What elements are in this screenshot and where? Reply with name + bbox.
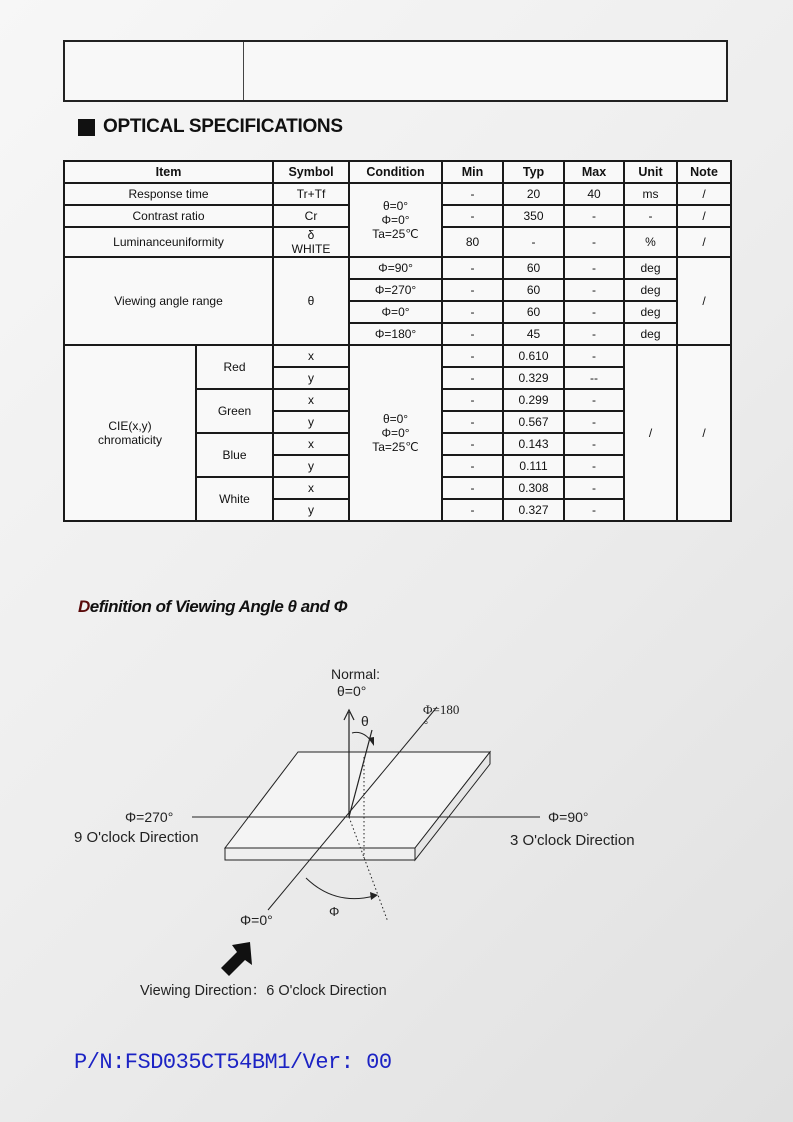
typ-cell: 0.567	[503, 411, 564, 433]
header-note: Note	[677, 161, 731, 183]
condition-cell: Φ=180°	[349, 323, 442, 345]
phi-label: Φ	[329, 904, 340, 919]
color-cell: Blue	[196, 433, 273, 477]
panel-front	[225, 848, 415, 860]
unit-cell: deg	[624, 279, 677, 301]
typ-cell: 0.327	[503, 499, 564, 521]
viewing-direction-arrow-icon	[221, 942, 252, 976]
header-box	[63, 40, 728, 102]
condition-cell: Φ=270°	[349, 279, 442, 301]
phi-90-label: Φ=90°	[548, 809, 589, 825]
max-cell: -	[564, 455, 624, 477]
symbol-cell: x	[273, 477, 349, 499]
table-header-row	[64, 161, 731, 183]
typ-cell: 0.308	[503, 477, 564, 499]
viewing-direction-label: Viewing Direction：6 O'clock Direction	[140, 983, 387, 999]
typ-cell: 0.143	[503, 433, 564, 455]
phi-180-degree: °	[424, 720, 428, 731]
panel-top	[225, 752, 490, 848]
header-min: Min	[442, 161, 503, 183]
color-cell: Red	[196, 345, 273, 389]
unit-cell: deg	[624, 257, 677, 279]
max-cell: -	[564, 227, 624, 257]
part-number: P/N:FSD035CT54BM1/Ver: 00	[74, 1050, 392, 1075]
condition-cell: Φ=90°	[349, 257, 442, 279]
phi-arc	[306, 878, 374, 899]
typ-cell: 350	[503, 205, 564, 227]
min-cell: -	[442, 499, 503, 521]
max-cell: -	[564, 499, 624, 521]
symbol-cell: θ	[273, 257, 349, 345]
max-cell: -	[564, 323, 624, 345]
min-cell: -	[442, 279, 503, 301]
table-row	[64, 345, 731, 367]
max-cell: -	[564, 257, 624, 279]
min-cell: -	[442, 345, 503, 367]
typ-cell: 60	[503, 279, 564, 301]
typ-cell: 0.329	[503, 367, 564, 389]
definition-title-initial: D	[78, 597, 90, 616]
section-heading	[78, 116, 343, 138]
optical-spec-table	[63, 160, 732, 522]
header-max: Max	[564, 161, 624, 183]
symbol-cell: y	[273, 499, 349, 521]
typ-cell: 0.299	[503, 389, 564, 411]
theta-label: θ	[361, 713, 369, 729]
unit-cell: ms	[624, 183, 677, 205]
typ-cell: 0.610	[503, 345, 564, 367]
unit-cell: /	[624, 345, 677, 521]
symbol-cell: Cr	[273, 205, 349, 227]
symbol-cell: x	[273, 433, 349, 455]
min-cell: -	[442, 367, 503, 389]
min-cell: 80	[442, 227, 503, 257]
header-divider	[243, 42, 244, 100]
symbol-cell: y	[273, 455, 349, 477]
nine-oclock-label: 9 O'clock Direction	[74, 829, 199, 846]
header-typ: Typ	[503, 161, 564, 183]
viewing-angle-diagram	[0, 640, 793, 1020]
typ-cell: 45	[503, 323, 564, 345]
max-cell: -	[564, 345, 624, 367]
min-cell: -	[442, 389, 503, 411]
symbol-cell: δ WHITE	[273, 227, 349, 257]
definition-title	[78, 597, 347, 617]
phi-0-label: Φ=0°	[240, 912, 273, 928]
symbol-cell: Tr+Tf	[273, 183, 349, 205]
unit-cell: -	[624, 205, 677, 227]
unit-cell: deg	[624, 301, 677, 323]
min-cell: -	[442, 411, 503, 433]
min-cell: -	[442, 257, 503, 279]
header-condition: Condition	[349, 161, 442, 183]
max-cell: -	[564, 477, 624, 499]
min-cell: -	[442, 183, 503, 205]
table-row	[64, 183, 731, 205]
unit-cell: %	[624, 227, 677, 257]
table-row	[64, 257, 731, 279]
typ-cell: 60	[503, 257, 564, 279]
item-cell: CIE(x,y) chromaticity	[64, 345, 196, 521]
definition-title-rest: efinition of Viewing Angle θ and Φ	[89, 597, 348, 616]
note-cell: /	[677, 257, 731, 345]
header-item: Item	[64, 161, 273, 183]
min-cell: -	[442, 455, 503, 477]
symbol-cell: x	[273, 345, 349, 367]
max-cell: -	[564, 301, 624, 323]
header-symbol: Symbol	[273, 161, 349, 183]
max-cell: -	[564, 279, 624, 301]
color-cell: Green	[196, 389, 273, 433]
item-cell: Luminanceuniformity	[64, 227, 273, 257]
max-cell: -	[564, 411, 624, 433]
note-cell: /	[677, 205, 731, 227]
min-cell: -	[442, 433, 503, 455]
min-cell: -	[442, 323, 503, 345]
max-cell: --	[564, 367, 624, 389]
square-bullet-icon	[78, 119, 95, 136]
typ-cell: 0.111	[503, 455, 564, 477]
typ-cell: 20	[503, 183, 564, 205]
phi-180-label: Φ=180	[423, 702, 460, 717]
header-unit: Unit	[624, 161, 677, 183]
condition-cell: Φ=0°	[349, 301, 442, 323]
typ-cell: -	[503, 227, 564, 257]
note-cell: /	[677, 345, 731, 521]
condition-cell: θ=0° Φ=0° Ta=25℃	[349, 345, 442, 521]
item-cell: Contrast ratio	[64, 205, 273, 227]
phi-270-label: Φ=270°	[125, 809, 174, 825]
max-cell: -	[564, 433, 624, 455]
note-cell: /	[677, 183, 731, 205]
item-cell: Viewing angle range	[64, 257, 273, 345]
min-cell: -	[442, 205, 503, 227]
color-cell: White	[196, 477, 273, 521]
symbol-cell: y	[273, 411, 349, 433]
note-cell: /	[677, 227, 731, 257]
max-cell: -	[564, 389, 624, 411]
unit-cell: deg	[624, 323, 677, 345]
condition-cell: θ=0° Φ=0° Ta=25℃	[349, 183, 442, 257]
three-oclock-label: 3 O'clock Direction	[510, 832, 635, 849]
symbol-cell: y	[273, 367, 349, 389]
normal-label: Normal:	[331, 666, 381, 682]
min-cell: -	[442, 477, 503, 499]
typ-cell: 60	[503, 301, 564, 323]
normal-theta-label: θ=0°	[337, 683, 367, 699]
min-cell: -	[442, 301, 503, 323]
symbol-cell: x	[273, 389, 349, 411]
max-cell: -	[564, 205, 624, 227]
section-title: OPTICAL SPECIFICATIONS	[103, 116, 343, 137]
max-cell: 40	[564, 183, 624, 205]
item-cell: Response time	[64, 183, 273, 205]
